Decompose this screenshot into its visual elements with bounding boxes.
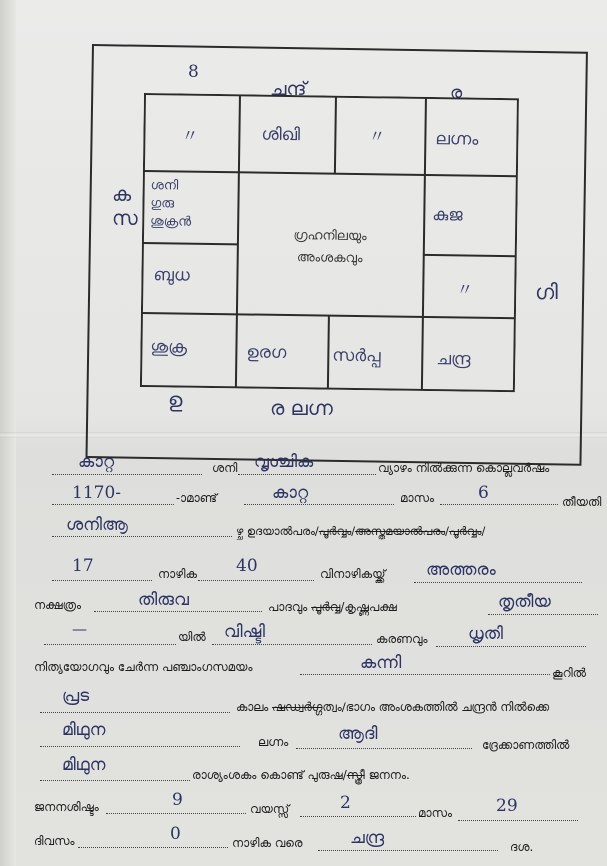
line6-fill-3: ധൃതി	[468, 624, 503, 644]
line11-fill-1: 9	[172, 790, 183, 810]
chart-bottom-label-left: ഉ	[168, 388, 183, 412]
chart-cell-top-0: 〃	[181, 126, 199, 147]
line4-print-1: നാഴിക	[158, 567, 197, 581]
line11-print-2: വയസ്സ്	[250, 802, 290, 816]
chart-top-label-right: ര	[450, 83, 463, 103]
line5-print-1: നക്ഷത്രം	[34, 598, 82, 612]
line6-fill-1: —	[72, 620, 87, 638]
line3-print-1: ഴ്ച ഉദയാൽപരം/	[236, 524, 319, 538]
line5-fill-2: തൃതീയ	[498, 592, 551, 612]
line3-struck-1: പൂർവ്വം	[318, 524, 352, 538]
line4-print-2: വിനാഴികയ്ക്ക്	[320, 567, 386, 581]
line12-fill-2: ചന്ദ്ര	[350, 828, 385, 848]
line10-struck-1: സ്ത്രീ	[346, 768, 365, 782]
line4-fill-3: അത്തരം	[426, 560, 496, 580]
chart-cell-bottom-2: സർപ്പ	[332, 345, 381, 367]
form-blank	[414, 582, 582, 583]
line1-fill-1: കാറ്റ	[78, 452, 115, 472]
chart-cell-top-3: ലഗ്നം	[435, 129, 479, 150]
line11-print-1: ജനനശിഷ്ടം	[34, 800, 99, 814]
chart-cell-bottom-1: ഉരഗ	[246, 342, 287, 364]
line9-fill-1: മിഥുന	[62, 720, 106, 740]
line8-print-1: കാലം	[236, 700, 269, 714]
line8-print-2: ത്വം/ഭാഗം അംശകത്തിൽ ചന്ദ്രൻ നിൽക്കെ	[322, 700, 549, 714]
line2-print-2: മാസം	[400, 491, 435, 505]
line2-print-3: തീയതി	[562, 495, 602, 509]
line9-print-2: ദ്രേക്കാണത്തിൽ	[482, 738, 570, 752]
line5-fill-1: തിരുവ	[138, 590, 189, 610]
chart-cell-bottom-0: ശുക്ര	[150, 337, 188, 358]
form-blank	[238, 474, 376, 475]
form-blank	[52, 580, 152, 581]
line5-struck-1: പൂർവ്വ	[311, 600, 341, 614]
line7-fill-1: കന്നി	[360, 653, 402, 673]
chart-cell-left-0: ശനി ഗുരു ശുക്രൻ	[150, 178, 192, 230]
line3-struck-2: അസ്തമയാൽപരം	[355, 524, 446, 538]
line3-fill-1: ശനിആ	[66, 515, 128, 535]
chart-cell-bottom-3: ചന്ദ്ര	[436, 349, 471, 370]
line1-fill-2: വൃശ്ചിക	[254, 452, 314, 472]
chart-cell-top-2: 〃	[368, 127, 386, 148]
line10-fill-1: മിഥുന	[62, 755, 106, 775]
form-blank	[488, 614, 598, 615]
chart-cell-right-0: കുജ	[432, 205, 463, 226]
form-blank	[94, 611, 262, 612]
form-blank	[198, 580, 314, 581]
form-blank	[52, 536, 232, 537]
line8-struck-1: ഷഡ്വർഗ്ഗ	[272, 700, 323, 714]
form-blank	[440, 504, 558, 505]
line3-struck-3: പൂർവ്വം	[448, 524, 482, 538]
form-blank	[52, 504, 174, 505]
line4-fill-2: 40	[236, 556, 258, 576]
line3-print-4: /	[481, 524, 486, 538]
line8-print	[236, 700, 549, 715]
form-blank	[436, 646, 586, 647]
chart-cell-right-1: 〃	[456, 280, 474, 301]
chart-bottom-label-right: ര ലഗ്ന	[270, 396, 333, 420]
form-blank	[44, 644, 176, 645]
line10-print-1: രാശ്യംശകം കൊണ്ട് പുരുഷ/	[192, 768, 347, 782]
line1-print-1: ശനി	[212, 461, 238, 475]
line11-fill-2: 2	[340, 793, 351, 813]
chart-left-label: ക സ	[112, 182, 138, 230]
chart-center-title	[250, 224, 411, 270]
form-blank	[300, 674, 550, 675]
form-blank	[212, 644, 372, 645]
line11-fill-3: 29	[496, 796, 518, 816]
rasi-chart	[140, 93, 519, 392]
form-blank	[300, 816, 416, 817]
chart-top-label-center: ചന്ദ്	[270, 78, 307, 100]
line6-fill-2: വിഷ്ടി	[224, 622, 265, 642]
line3-print	[236, 524, 485, 539]
form-blank	[106, 813, 246, 814]
line9-print-1: ലഗ്നം	[258, 735, 289, 749]
line10-print-2: ജനനം.	[368, 768, 410, 782]
form-blank	[40, 780, 190, 781]
line1-print-2: വ്യാഴം നിൽക്കുന്ന കൊല്ലവർഷം	[378, 461, 550, 475]
chart-cell-top-1: ശിഖി	[261, 124, 301, 146]
form-blank	[40, 746, 240, 747]
line4-fill-1: 17	[72, 556, 94, 576]
line2-print-1: -ാമാണ്ട്	[176, 491, 218, 505]
line11-print-3: മാസം	[418, 806, 453, 820]
line12-print-2: നാഴിക വരെ	[232, 836, 303, 850]
line3-print-3: /	[445, 524, 449, 538]
chart-right-label: ഗി	[535, 280, 558, 304]
line7-print-2: കൂറിൽ	[552, 666, 587, 680]
line5-print	[268, 600, 397, 615]
chart-cell-left-1: ബുധ	[153, 265, 190, 286]
form-blank	[52, 474, 202, 475]
form-blank	[40, 712, 230, 713]
line3-print-2: /	[351, 524, 356, 538]
line2-fill-3: 6	[478, 483, 489, 503]
form-blank	[244, 504, 394, 505]
line7-print-1: നിത്യയോഗവും ചേർന്ന പഞ്ചാംഗസമയം	[34, 660, 253, 674]
line8-fill-1: പ്രട	[62, 686, 90, 706]
form-blank	[78, 847, 228, 848]
chart-center-line2: അംശകവും	[296, 250, 363, 267]
line5-print-3: /കൃഷ്ണപക്ഷ	[340, 600, 397, 614]
line5-print-2: പാദവും	[268, 600, 308, 614]
line9-fill-2: ആദി	[338, 724, 378, 744]
chart-center-line1: ഗ്രഹനിലയും	[293, 228, 367, 245]
chart-top-label-left: 8	[188, 62, 199, 82]
line12-print-1: ദിവസം	[34, 834, 75, 848]
line6-print-1: യിൽ	[178, 630, 206, 644]
line6-print-2: കരണവും	[376, 632, 428, 646]
form-blank	[318, 850, 498, 851]
line10-print	[192, 768, 410, 783]
line2-fill-2: കാറ്റ	[272, 483, 309, 503]
line12-print-3: ദശ.	[510, 840, 534, 854]
form-blank	[458, 820, 578, 821]
form-blank	[296, 748, 472, 749]
line12-fill-1: 0	[170, 824, 181, 844]
line2-fill-1: 1170-	[72, 483, 122, 503]
